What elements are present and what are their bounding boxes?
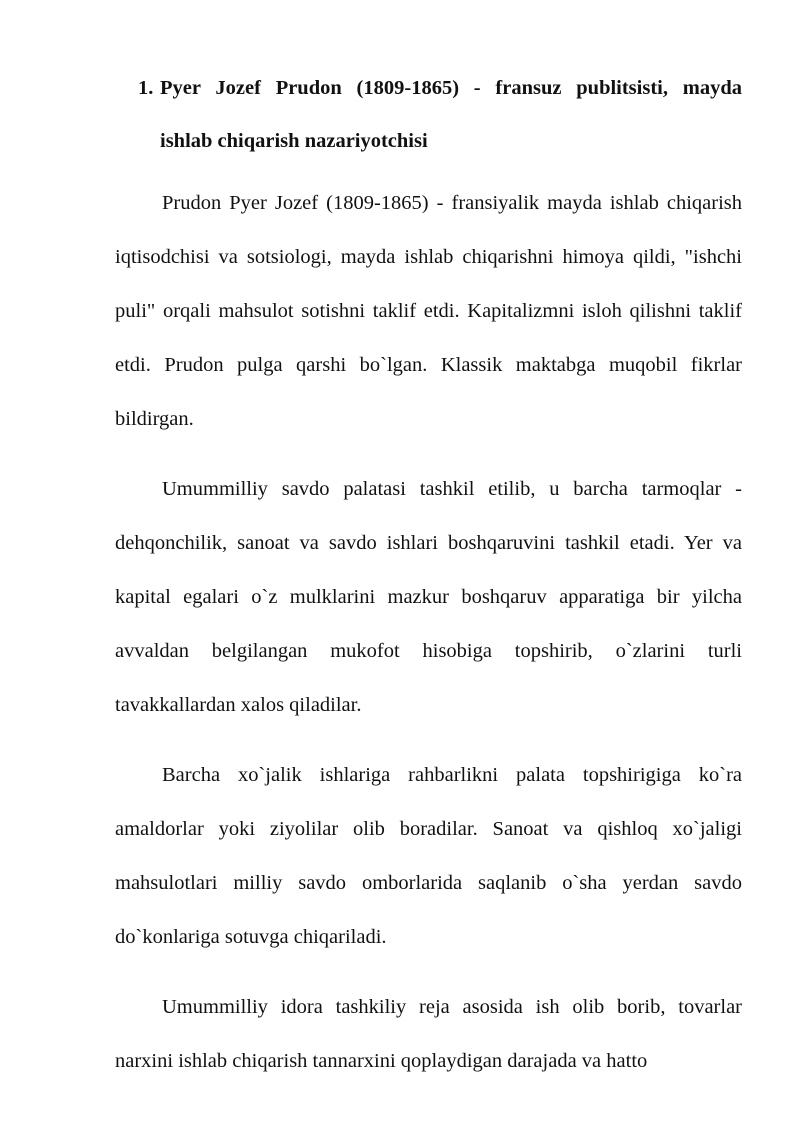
heading-number: 1. (138, 77, 154, 99)
paragraph: Prudon Pyer Jozef (1809-1865) - fransiyalik mayda ishlab chiqarish iqtisodchisi va sotsiologi, mayda ishlab chiqarishni himoya qildi, "ishchi puli" orqali mahsulot sotishni taklif etdi. Kapitalizmni isloh qilishni taklif etdi. Prudon pulga qarshi bo`lgan. Klassik maktabga muqobil fikrlar bildirgan. (115, 192, 742, 430)
heading-line-1: Pyer Jozef Prudon (1809-1865) - fransuz publitsisti, mayda (160, 77, 742, 99)
paragraph: Umummilliy idora tashkiliy reja asosida ish olib borib, tovarlar narxini ishlab chiqarish tannarxini qoplaydigan darajada va hatto (115, 996, 742, 1072)
paragraph: Barcha xo`jalik ishlariga rahbarlikni palata topshirigiga ko`ra amaldorlar yoki ziyolilar olib boradilar. Sanoat va qishloq xo`jaligi mahsulotlari milliy savdo omborlarida saqlanib o`sha yerdan savdo do`konlariga sotuvga chiqariladi. (115, 764, 742, 948)
document-body (115, 70, 742, 1088)
heading-line-2: ishlab chiqarish nazariyotchisi (160, 130, 428, 152)
section-heading (115, 70, 742, 160)
paragraph: Umummilliy savdo palatasi tashkil etilib, u barcha tarmoqlar - dehqonchilik, sanoat va savdo ishlari boshqaruvini tashkil etadi. Yer va kapital egalari o`z mulklarini mazkur boshqaruv apparatiga bir yilcha avvaldan belgilangan mukofot hisobiga topshirib, o`zlarini turli tavakkallardan xalos qiladilar. (115, 478, 742, 716)
heading-text (160, 70, 742, 160)
